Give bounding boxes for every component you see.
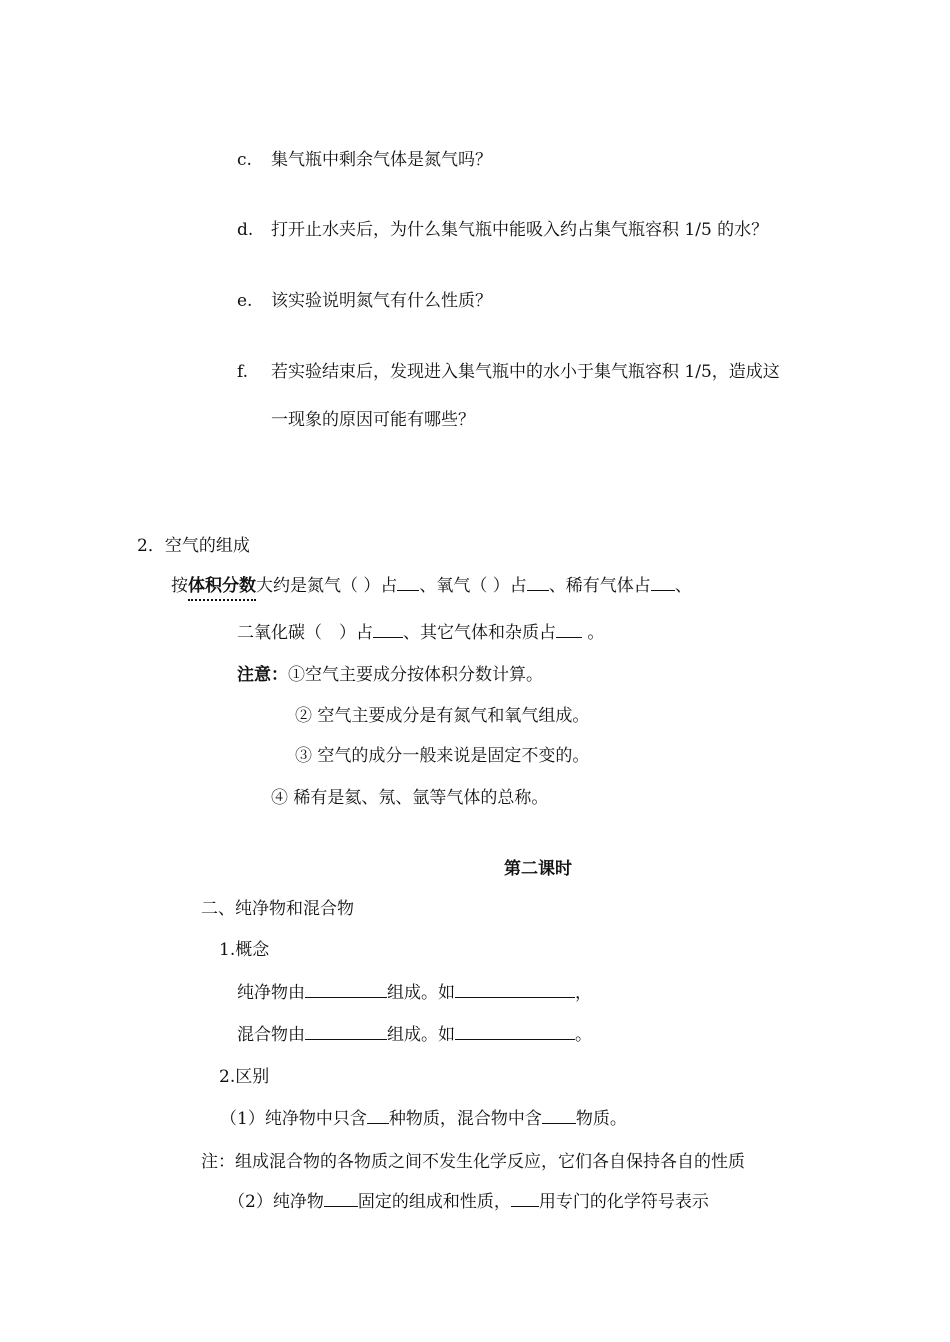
text-fragment: 种物质，混合物中含 [388, 1109, 542, 1129]
difference-item-1 [220, 1108, 627, 1130]
blank-line [455, 1024, 575, 1040]
blank-line [373, 622, 403, 638]
blank-line [511, 1191, 539, 1207]
question-marker: e. [237, 291, 253, 311]
text-fragment: 用专门的化学符号表示 [538, 1192, 709, 1212]
text-fragment: 。 [575, 1025, 592, 1045]
text-fragment: 组成。如 [387, 1025, 455, 1045]
question-text: 该实验说明氮气有什么性质？ [271, 291, 492, 311]
question-c [237, 149, 492, 171]
text-fragment: （2）纯净物 [228, 1192, 324, 1212]
blank-line [324, 1191, 358, 1207]
blank-line [305, 1024, 387, 1040]
text-fragment: ， [575, 983, 592, 1003]
blank-line [397, 575, 419, 591]
text-fragment: 、 [674, 576, 692, 596]
blank-line [367, 1108, 389, 1124]
question-marker: d. [237, 220, 254, 240]
blank-line [455, 982, 575, 998]
emphasis-term: 体积分数 [188, 576, 256, 601]
difference-label: 2.区别 [219, 1067, 270, 1087]
text-fragment: 。 [582, 623, 605, 643]
composition-line-1 [171, 575, 692, 597]
text-fragment: 二氧化碳（ ）占 [237, 623, 373, 643]
composition-line-2 [237, 622, 604, 644]
text-fragment: 固定的组成和性质， [357, 1192, 511, 1212]
blank-line [556, 622, 582, 638]
blank-line [527, 575, 549, 591]
text-fragment: 、稀有气体占 [548, 576, 651, 596]
note-label: 注意： [237, 665, 288, 685]
question-f-continuation: 一现象的原因可能有哪些？ [271, 410, 475, 430]
question-marker: c. [237, 150, 252, 170]
note-line-4: ④ 稀有是氦、氖、氩等气体的总称。 [271, 788, 549, 808]
blank-line [305, 982, 387, 998]
text-fragment: （1）纯净物中只含 [220, 1109, 367, 1129]
difference-item-2 [228, 1191, 709, 1213]
text-fragment: 组成。如 [387, 983, 455, 1003]
question-text: 若实验结束后，发现进入集气瓶中的水小于集气瓶容积 1/5，造成这 [271, 362, 780, 382]
lesson-heading: 二、纯净物和混合物 [201, 899, 354, 919]
question-f [237, 361, 780, 383]
note-line-3: ③ 空气的成分一般来说是固定不变的。 [295, 746, 590, 766]
text-fragment: 、氧气（ ）占 [419, 576, 527, 596]
note-text: ①空气主要成分按体积分数计算。 [288, 665, 543, 685]
concept-label: 1.概念 [219, 940, 270, 960]
blank-line [542, 1108, 576, 1124]
note-line-2: ② 空气主要成分是有氮气和氧气组成。 [295, 706, 590, 726]
text-fragment: 纯净物由 [237, 983, 305, 1003]
text-fragment: 大约是氮气（ ）占 [256, 576, 398, 596]
blank-line [651, 575, 675, 591]
question-text: 打开止水夹后，为什么集气瓶中能吸入约占集气瓶容积 1/5 的水？ [271, 220, 769, 240]
question-text: 集气瓶中剩余气体是氮气吗？ [271, 150, 492, 170]
text-fragment: 、其它气体和杂质占 [403, 623, 556, 643]
text-fragment: 按 [171, 576, 188, 596]
lesson-title: 第二课时 [504, 859, 572, 879]
mixture-line [237, 1024, 592, 1046]
text-fragment: 物质。 [575, 1109, 627, 1129]
section-heading: 2．空气的组成 [137, 536, 250, 556]
question-marker: f. [237, 362, 249, 382]
pure-substance-line [237, 982, 592, 1004]
question-d [237, 219, 768, 241]
mixture-note: 注：组成混合物的各物质之间不发生化学反应，它们各自保持各自的性质 [201, 1152, 745, 1172]
question-e [237, 290, 492, 312]
note-line-1 [237, 664, 543, 686]
text-fragment: 混合物由 [237, 1025, 305, 1045]
